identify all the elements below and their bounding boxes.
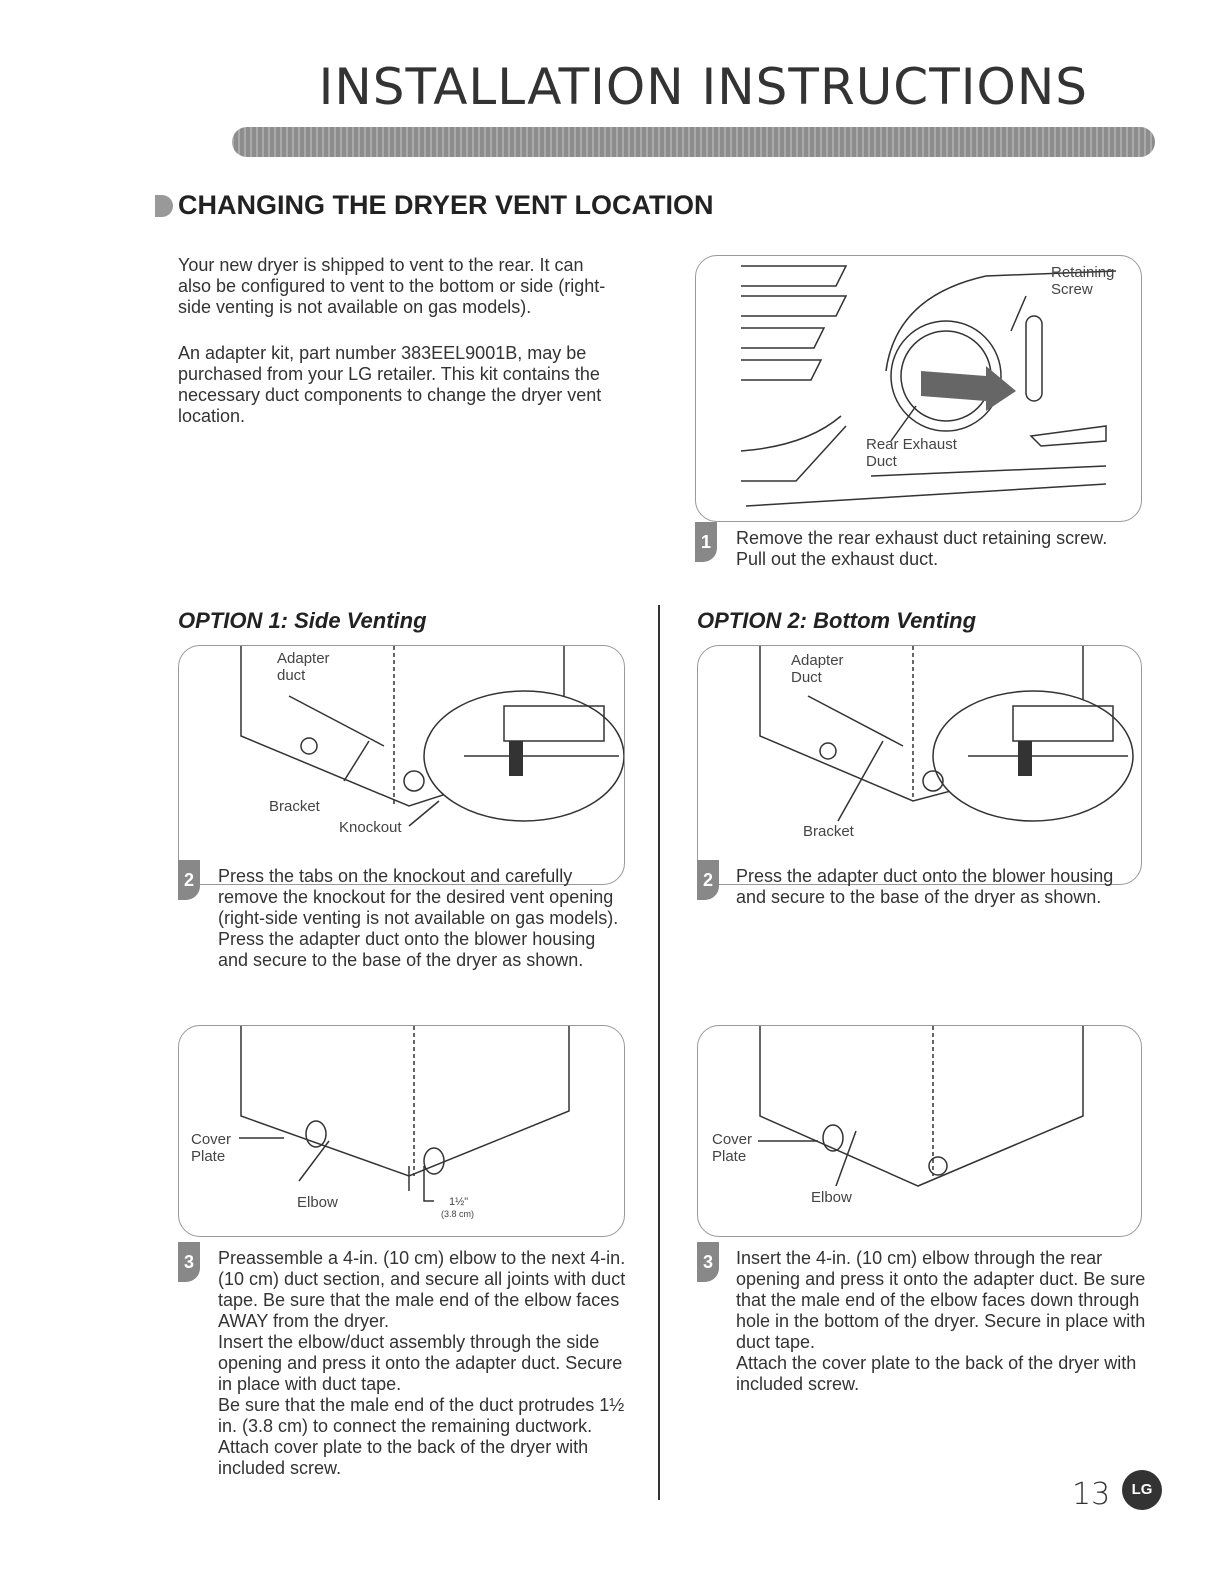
step-1-text: Remove the rear exhaust duct retaining screw. Pull out the exhaust duct. bbox=[736, 528, 1108, 569]
label-elbow: Elbow bbox=[811, 1189, 852, 1206]
section-marker bbox=[155, 195, 173, 217]
label-bracket: Bracket bbox=[803, 823, 854, 840]
option-2-step-2-text: Press the adapter duct onto the blower housing and secure to the base of the dryer as shown. bbox=[736, 866, 1114, 907]
rear-exhaust-diagram bbox=[695, 255, 1142, 522]
section-heading: CHANGING THE DRYER VENT LOCATION bbox=[178, 190, 714, 220]
option-2-step-3-badge: 3 bbox=[697, 1242, 719, 1282]
label-rear-exhaust-duct: Rear Exhaust Duct bbox=[866, 436, 957, 470]
label-knockout: Knockout bbox=[339, 819, 402, 836]
step-3-para-1: Insert the 4-in. (10 cm) elbow through the rear opening and press it onto the adapter duct. Be sure that the male end of the elbow faces down through hole in the bottom of the dryer. Secure in place with duct tape. bbox=[736, 1248, 1146, 1352]
page-number: 13 bbox=[1072, 1477, 1111, 1512]
label-cover-plate: Cover Plate bbox=[712, 1131, 753, 1165]
option-1-step-3-text bbox=[218, 1248, 628, 1479]
option-2-step-2-badge: 2 bbox=[697, 860, 719, 900]
side-venting-step3-diagram bbox=[178, 1025, 625, 1237]
label-measure: 1½" bbox=[449, 1196, 469, 1208]
intro-paragraph-1: Your new dryer is shipped to vent to the rear. It can also be configured to vent to the bottom or side (right-side venting is not available on gas models). bbox=[178, 255, 606, 317]
lg-logo-icon bbox=[1122, 1470, 1162, 1510]
step-3-para-4: Attach cover plate to the back of the dryer with included screw. bbox=[218, 1437, 589, 1478]
bottom-venting-step2-diagram bbox=[697, 645, 1142, 885]
column-divider bbox=[658, 605, 660, 1500]
side-venting-step2-diagram bbox=[178, 645, 625, 885]
label-retaining-screw: Retaining Screw bbox=[1051, 264, 1115, 298]
option-2-step-3-text bbox=[736, 1248, 1146, 1395]
label-adapter-duct: Adapter Duct bbox=[791, 652, 844, 686]
label-cover-plate: Cover Plate bbox=[191, 1131, 232, 1165]
step-3-para-2: Attach the cover plate to the back of the dryer with included screw. bbox=[736, 1353, 1137, 1394]
option-1-heading: OPTION 1: Side Venting bbox=[178, 608, 427, 633]
label-adapter-duct: Adapter duct bbox=[277, 650, 330, 684]
bottom-venting-step3-diagram bbox=[697, 1025, 1142, 1237]
option-1-step-2-badge: 2 bbox=[178, 860, 200, 900]
option-2-heading: OPTION 2: Bottom Venting bbox=[697, 608, 977, 633]
page-title: INSTALLATION INSTRUCTIONS bbox=[318, 58, 1088, 116]
option-1-step-2-text: Press the tabs on the knockout and carefully remove the knockout for the desired vent opening (right-side venting is not available on gas models). Press the adapter duct onto the blower housing and secure to the base of the dryer as shown. bbox=[218, 866, 619, 970]
step-3-para-1: Preassemble a 4-in. (10 cm) elbow to the next 4-in. (10 cm) duct section, and secure all joints with duct tape. Be sure that the male end of the elbow faces AWAY from the dryer. bbox=[218, 1248, 626, 1331]
bottom-adapter-illustration bbox=[698, 646, 1141, 884]
intro-paragraph-2: An adapter kit, part number 383EEL9001B, may be purchased from your LG retailer. This kit contains the necessary duct components to change the dryer vent location. bbox=[178, 343, 602, 426]
label-measure-cm: (3.8 cm) bbox=[441, 1209, 475, 1219]
step-3-para-2: Insert the elbow/duct assembly through the side opening and press it onto the adapter duct. Secure in place with duct tape. bbox=[218, 1332, 623, 1394]
option-1-step-3-badge: 3 bbox=[178, 1242, 200, 1282]
side-elbow-illustration bbox=[179, 1026, 624, 1236]
label-elbow: Elbow bbox=[297, 1194, 338, 1211]
step-3-para-3: Be sure that the male end of the duct protrudes 1½ in. (3.8 cm) to connect the remaining ductwork. bbox=[218, 1395, 625, 1436]
label-bracket: Bracket bbox=[269, 798, 320, 815]
step-1-badge: 1 bbox=[695, 522, 717, 562]
bottom-elbow-illustration bbox=[698, 1026, 1141, 1236]
side-adapter-illustration bbox=[179, 646, 624, 884]
lg-logo-text: LG bbox=[1131, 1481, 1153, 1498]
header-bar bbox=[232, 127, 1155, 157]
